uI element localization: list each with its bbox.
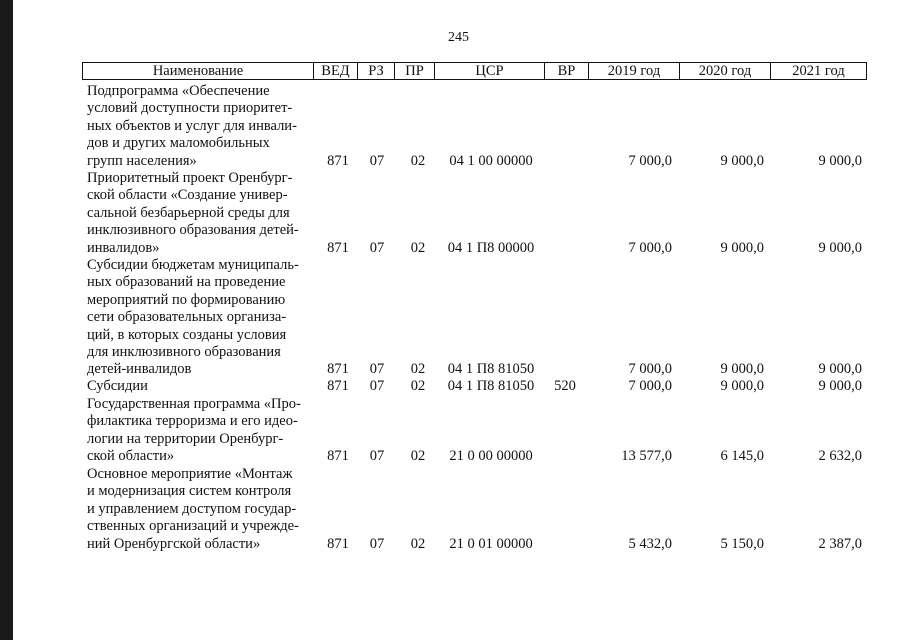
cell-pr: 02: [410, 239, 426, 256]
cell-rz: 07: [369, 378, 385, 394]
header-2021: 2021 год: [792, 63, 845, 79]
page-number: 245: [448, 30, 469, 45]
row-name: [87, 257, 307, 379]
row-name-line: мероприятий по формированию: [87, 291, 286, 308]
cell-rz: 07: [369, 239, 385, 256]
header-pr: ПР: [395, 63, 435, 79]
cell-2019: 7 000,0: [628, 152, 672, 169]
row-name-line: для инклюзивного образования: [87, 344, 281, 361]
header-csr: ЦСР: [435, 63, 545, 79]
cell-2020: 9 000,0: [720, 152, 764, 169]
cell-csr: 04 1 П8 00000: [447, 239, 535, 256]
cell-ved: 871: [327, 378, 349, 394]
row-name-line: инклюзивного образования детей-: [87, 222, 299, 239]
row-name-line: сальной безбарьерной среды для: [87, 204, 290, 221]
table-header: [82, 62, 867, 80]
cell-2021: 9 000,0: [818, 378, 862, 394]
cell-vr: 520: [554, 378, 576, 394]
row-name-line: групп населения»: [87, 152, 197, 169]
row-name: [87, 466, 307, 553]
row-name: [87, 396, 307, 466]
row-name-line: ных объектов и услуг для инвали-: [87, 117, 297, 134]
row-name-line: ний Оренбургской области»: [87, 535, 261, 552]
cell-2019: 7 000,0: [628, 378, 672, 394]
cell-2019: 7 000,0: [628, 361, 672, 378]
header-vr: ВР: [545, 63, 589, 79]
cell-2021: 2 387,0: [818, 535, 862, 552]
cell-2019: 7 000,0: [628, 239, 672, 256]
cell-ved: 871: [327, 152, 349, 169]
cell-pr: 02: [410, 535, 426, 552]
row-name-line: Субсидии бюджетам муниципаль-: [87, 257, 299, 273]
row-name-line: детей-инвалидов: [87, 361, 192, 378]
header-name: Наименование: [83, 63, 314, 79]
row-name-line: ской области»: [87, 448, 175, 465]
cell-pr: 02: [410, 152, 426, 169]
cell-pr: 02: [410, 448, 426, 465]
header-ved: ВЕД: [314, 63, 358, 79]
cell-rz: 07: [369, 152, 385, 169]
row-name-line: ций, в которых созданы условия: [87, 326, 287, 343]
cell-pr: 02: [410, 378, 426, 394]
cell-rz: 07: [369, 361, 385, 378]
row-name-line: Субсидии: [87, 378, 148, 394]
cell-csr: 04 1 П8 81050: [447, 378, 535, 394]
row-name-line: условий доступности приоритет-: [87, 100, 293, 117]
cell-2019: 13 577,0: [621, 448, 672, 465]
cell-2020: 5 150,0: [720, 535, 764, 552]
cell-csr: 21 0 00 00000: [449, 448, 533, 465]
cell-ved: 871: [327, 361, 349, 378]
cell-2020: 9 000,0: [720, 239, 764, 256]
row-name-line: дов и других маломобильных: [87, 135, 270, 152]
row-name: [87, 170, 307, 257]
cell-2020: 9 000,0: [720, 378, 764, 394]
row-name: [87, 378, 307, 395]
cell-2021: 9 000,0: [818, 152, 862, 169]
row-name-line: Подпрограмма «Обеспечение: [87, 83, 270, 99]
cell-csr: 04 1 00 00000: [449, 152, 533, 169]
cell-2021: 9 000,0: [818, 239, 862, 256]
row-name-line: инвалидов»: [87, 239, 160, 256]
cell-2021: 2 632,0: [818, 448, 862, 465]
cell-csr: 21 0 01 00000: [449, 535, 533, 552]
cell-ved: 871: [327, 239, 349, 256]
scan-dark-edge: [0, 0, 13, 640]
row-name-line: филактика терроризма и его идео-: [87, 413, 298, 430]
cell-rz: 07: [369, 448, 385, 465]
header-rz: РЗ: [358, 63, 395, 79]
cell-pr: 02: [410, 361, 426, 378]
cell-ved: 871: [327, 448, 349, 465]
cell-2019: 5 432,0: [628, 535, 672, 552]
row-name-line: логии на территории Оренбург-: [87, 430, 284, 447]
cell-ved: 871: [327, 535, 349, 552]
row-name-line: Основное мероприятие «Монтаж: [87, 466, 293, 482]
row-name-line: ской области «Создание универ-: [87, 187, 288, 204]
row-name-line: ственных организаций и учрежде-: [87, 518, 299, 535]
cell-csr: 04 1 П8 81050: [447, 361, 535, 378]
row-name-line: Государственная программа «Про-: [87, 396, 301, 412]
row-name-line: Приоритетный проект Оренбург-: [87, 170, 293, 186]
cell-2020: 9 000,0: [720, 361, 764, 378]
row-name: [87, 83, 307, 170]
header-2020: 2020 год: [680, 63, 771, 79]
cell-rz: 07: [369, 535, 385, 552]
cell-2021: 9 000,0: [818, 361, 862, 378]
header-2019: 2019 год: [589, 63, 680, 79]
row-name-line: сети образовательных организа-: [87, 309, 287, 326]
row-name-line: ных образований на проведение: [87, 274, 286, 291]
row-name-line: и модернизация систем контроля: [87, 483, 292, 500]
cell-2020: 6 145,0: [720, 448, 764, 465]
row-name-line: и управлением доступом государ-: [87, 500, 297, 517]
